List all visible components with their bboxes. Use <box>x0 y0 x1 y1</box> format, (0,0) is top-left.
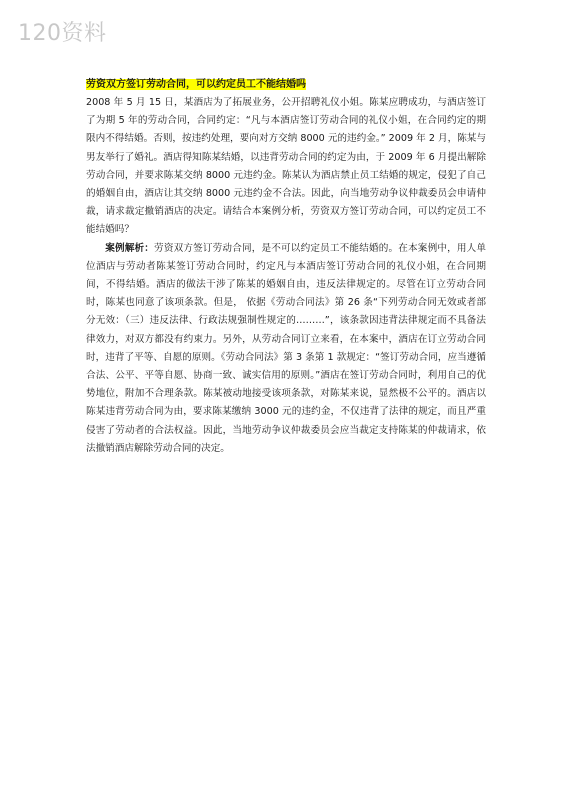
watermark-logo: 120资料 <box>18 21 107 46</box>
analysis-text: 劳资双方签订劳动合同，是不可以约定员工不能结婚的。在本案例中，用人单位酒店与劳动者陈某签订劳动合同时，约定凡与本酒店签订劳动合同的礼仪小姐，在合同期间，不得结婚。酒店的做法干涉了陈某的婚姻自由，违反法律规定的。尽管在订立劳动合同时，陈某也同意了该项条款。但是， 依据《劳动合同法》第 26 条“下列劳动合同无效或者部分无效：（三）违反法律、行政法规强制性规定的………”，该条款因违背法律规定而不具备法律效力，对双方都没有约束力。另外，从劳动合同订立来看，在本案中，酒店在订立劳动合同时，违背了平等、自愿的原则。《劳动合同法》第 3 条第 1 款规定：“签订劳动合同，应当遵循合法、公平、平等自愿、协商一致、诚实信用的原则。”酒店在签订劳动合同时，利用自己的优势地位，附加不合理条款。陈某被动地接受该项条款，对陈某来说，显然极不公平的。酒店以陈某违背劳动合同为由，要求陈某缴纳 3000 元的违约金，不仅违背了法律的规定，而且严重侵害了劳动者的合法权益。因此，当地劳动争议仲裁委员会应当裁定支持陈某的仲裁请求，依法撤销酒店解除劳动合同的决定。 <box>86 242 487 454</box>
case-paragraph: 2008 年 5 月 15 日，某酒店为了拓展业务，公开招聘礼仪小姐。陈某应聘成功，与酒店签订了为期 5 年的劳动合同，合同约定：“凡与本酒店签订劳动合同的礼仪小姐，在合同约定的期限内不得结婚。否则，按违约处理，要向对方交纳 8000 元的违约金。” 2009 年 2 月，陈某与男友举行了婚礼。酒店得知陈某结婚，以违背劳动合同的约定为由，于 2009 年 6 月提出解除劳动合同，并要求陈某交纳 8000 元违约金。陈某认为酒店禁止员工结婚的规定，侵犯了自己的婚姻自由，酒店让其交纳 8000 元违约金不合法。因此，向当地劳动争议仲裁委员会申请仲裁，请求裁定撤销酒店的决定。请结合本案例分析，劳资双方签订劳动合同，可以约定员工不能结婚吗？ <box>86 97 486 236</box>
document-title: 劳资双方签订劳动合同，可以约定员工不能结婚吗 <box>86 79 306 90</box>
analysis-paragraph <box>86 240 486 458</box>
analysis-label: 案例解析： <box>105 242 155 254</box>
title-line <box>86 74 486 93</box>
document-body <box>86 74 486 458</box>
